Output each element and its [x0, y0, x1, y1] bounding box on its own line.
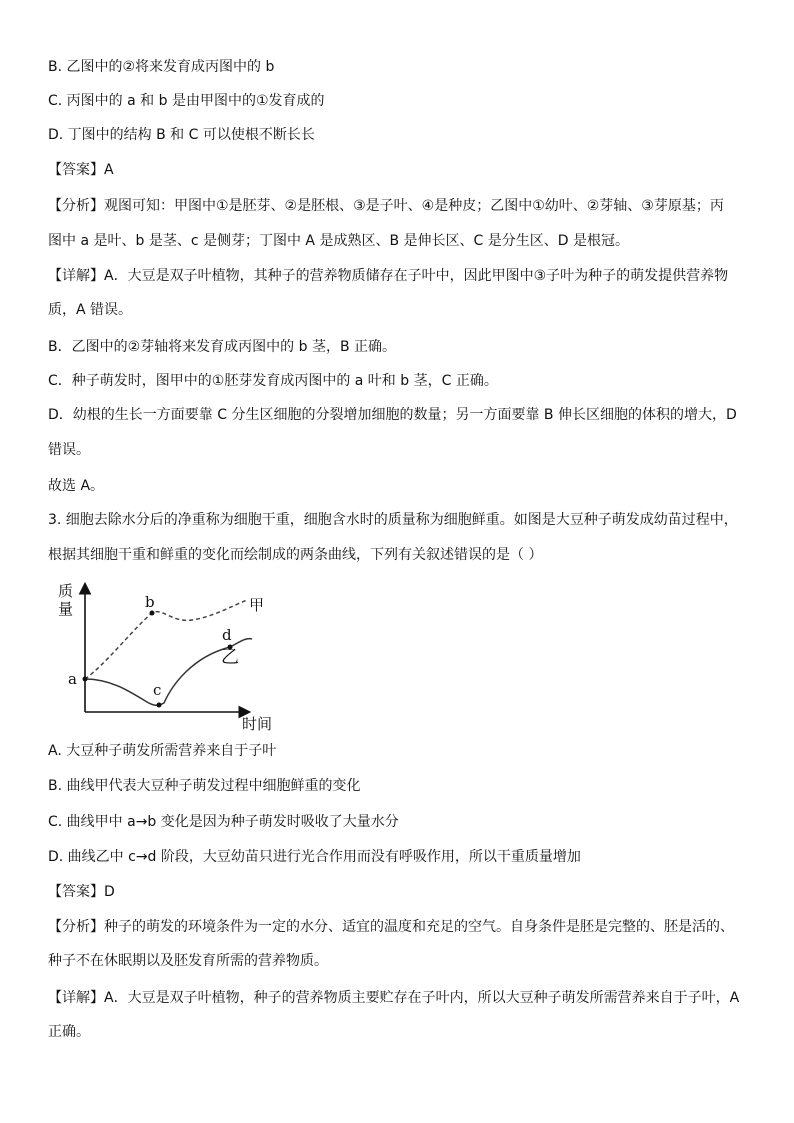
x-axis-label: 时间: [242, 715, 272, 733]
choose-prev: 故选 A。: [48, 478, 105, 494]
q3-stem-line-2: 根据其细胞干重和鲜重的变化而绘制成的两条曲线，下列有关叙述错误的是（ ）: [48, 547, 543, 563]
q3-detail-line-1: 【详解】A．大豆是双子叶植物，种子的营养物质主要贮存在子叶内，所以大豆种子萌发所需营养来自于子叶，A: [48, 990, 740, 1006]
q3-stem-line-1: 3. 细胞去除水分后的净重称为细胞干重，细胞含水时的质量称为细胞鲜重。如图是大豆种子萌发成幼苗过程中，: [48, 512, 738, 528]
detail-prev-line-1: 【详解】A．大豆是双子叶植物，其种子的营养物质储存在子叶中，因此甲图中③子叶为种子的萌发提供营养物: [48, 268, 729, 284]
point-c-dot: [157, 703, 162, 708]
opt-c-prev: C. 丙图中的 a 和 b 是由甲图中的①发育成的: [48, 93, 325, 109]
detail-prev-b: B．乙图中的②芽轴将来发育成丙图中的 b 茎，B 正确。: [48, 339, 396, 355]
point-c-label: c: [153, 681, 162, 699]
q3-option-c: C. 曲线甲中 a→b 变化是因为种子萌发时吸收了大量水分: [48, 814, 399, 830]
point-a-dot: [83, 677, 88, 682]
detail-prev-d-line-1: D．幼根的生长一方面要靠 C 分生区细胞的分裂增加细胞的数量；另一方面要靠 B 伸长区细胞的体积的增大，D: [48, 407, 737, 423]
q3-option-d: D. 曲线乙中 c→d 阶段，大豆幼苗只进行光合作用而没有呼吸作用，所以干重质量增加: [48, 849, 581, 865]
q3-option-a: A. 大豆种子萌发所需营养来自于子叶: [48, 743, 277, 759]
analysis-prev-line-1: 【分析】观图可知：甲图中①是胚芽、②是胚根、③是子叶、④是种皮；乙图中①幼叶、②芽轴、③芽原基；丙: [48, 198, 724, 214]
point-b-label: b: [145, 593, 155, 611]
y-axis-label-1: 质: [58, 582, 74, 600]
q3-analysis-line-1: 【分析】种子的萌发的环境条件为一定的水分、适宜的温度和充足的空气。自身条件是胚是完整的、胚是活的、: [48, 919, 734, 935]
series-jia-label: 甲: [249, 596, 265, 614]
point-b-dot: [150, 611, 155, 616]
detail-prev-c: C．种子萌发时，图甲中的①胚芽发育成丙图中的 a 叶和 b 茎，C 正确。: [48, 373, 498, 389]
opt-b-prev: B. 乙图中的②将来发育成丙图中的 b: [48, 59, 275, 75]
q3-detail-line-2: 正确。: [48, 1024, 90, 1040]
detail-prev-d-line-2: 错误。: [48, 442, 90, 458]
q3-answer: 【答案】D: [48, 884, 115, 900]
point-d-label: d: [222, 626, 232, 644]
detail-prev-line-2: 质，A 错误。: [48, 302, 133, 318]
analysis-prev-line-2: 图中 a 是叶、b 是茎、c 是侧芽；丁图中 A 是成熟区、B 是伸长区、C 是分生区、D 是根冠。: [48, 233, 629, 249]
y-axis-label-2: 量: [58, 600, 74, 618]
series-yi-label: 乙: [221, 647, 239, 668]
point-a-label: a: [68, 670, 77, 688]
answer-prev: 【答案】A: [48, 162, 114, 178]
q3-analysis-line-2: 种子不在休眠期以及胚发育所需的营养物质。: [48, 953, 328, 969]
opt-d-prev: D. 丁图中的结构 B 和 C 可以使根不断长长: [48, 127, 315, 143]
q3-figure: [52, 575, 272, 735]
q3-option-b: B. 曲线甲代表大豆种子萌发过程中细胞鲜重的变化: [48, 778, 361, 794]
